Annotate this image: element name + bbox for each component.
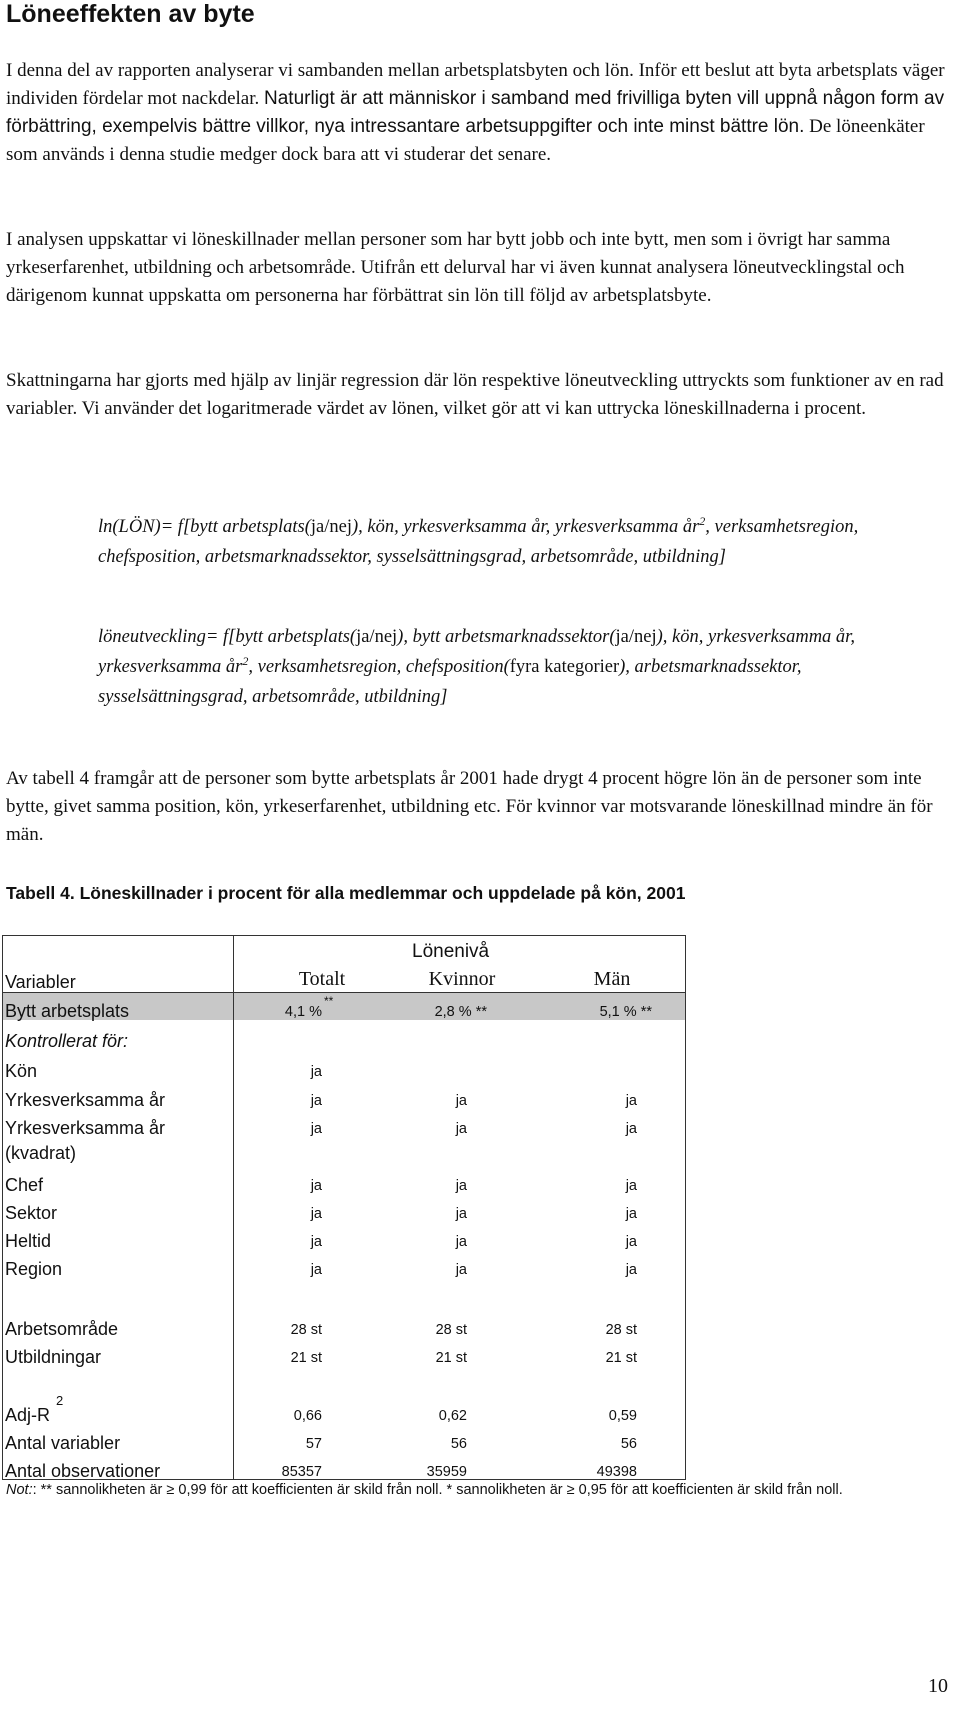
cell-kvinnor: ja [455, 1178, 467, 1194]
bytt-totalt: 4,1 % [284, 1004, 322, 1020]
formula-lu-part: ), kön, yrkesverksamma år, yrkesverksamma år [98, 627, 855, 677]
note-text: 0,99 för att koefficienten är skild från noll. * sannolikheten är [174, 1482, 567, 1498]
cell-totalt: ja [310, 1262, 322, 1278]
formula-lon-part: , verksamhetsregion, chefsposition, arbetsmarknadssektor, sysselsättningsgrad, arbetsområde, utbildning] [98, 517, 859, 567]
page-number: 10 [928, 1675, 948, 1697]
paragraph-regression: Skattningarna har gjorts med hjälp av linjär regression där lön respektive löneutveckling uttryckts som funktioner av en rad variabler. Vi använder det logaritmerade värdet av lönen, vilket gör att vi kan uttrycka löneskillnaderna i procent. [6, 370, 944, 419]
bytt-totalt-significance: ** [324, 994, 334, 1008]
formula-lu-part: fyra kategorier [509, 657, 620, 677]
cell-totalt: 0,66 [293, 1408, 322, 1424]
greater-equal-symbol: ≥ [166, 1482, 175, 1498]
cell-man: 49398 [596, 1464, 637, 1480]
table-header-rule [2, 992, 685, 993]
cell-kvinnor: 0,62 [438, 1408, 467, 1424]
cell-man: ja [625, 1093, 637, 1109]
cell-totalt: ja [310, 1121, 322, 1137]
row-label: Heltid [5, 1231, 52, 1251]
row-label: Sektor [5, 1203, 58, 1223]
formula-lu-part: , verksamhetsregion, chefsposition( [248, 657, 510, 677]
note-prefix: Not: [6, 1482, 33, 1498]
cell-man: ja [625, 1206, 637, 1222]
cell-kvinnor: 56 [450, 1436, 467, 1452]
cell-totalt: 28 st [290, 1322, 322, 1338]
table-note [6, 1480, 952, 1500]
column-header-kvinnor: Kvinnor [428, 968, 496, 990]
cell-man: ja [625, 1178, 637, 1194]
bytt-kvinnor: 2,8 % ** [434, 1004, 487, 1020]
cell-totalt: 21 st [290, 1350, 322, 1366]
note-text: 0,95 för att koefficienten är skild från noll. [574, 1482, 843, 1498]
formula-lu-part: löneutveckling= f[bytt arbetsplats( [98, 627, 357, 647]
row-label-continued: (kvadrat) [5, 1143, 77, 1163]
row-label: Chef [5, 1175, 44, 1195]
row-label: Arbetsområde [5, 1319, 119, 1339]
variables-header: Variabler [5, 972, 76, 992]
column-header-man: Män [593, 968, 631, 990]
cell-kvinnor: ja [455, 1234, 467, 1250]
cell-totalt: ja [310, 1093, 322, 1109]
cell-man: ja [625, 1262, 637, 1278]
formula-lon [98, 512, 928, 572]
formula-loneutveckling [98, 622, 928, 712]
cell-kvinnor: ja [455, 1262, 467, 1278]
note-text: : ** sannolikheten är [32, 1482, 167, 1498]
row-label: Yrkesverksamma år [5, 1118, 166, 1138]
cell-kvinnor: 21 st [435, 1350, 467, 1366]
greater-equal-symbol: ≥ [566, 1482, 575, 1498]
cell-totalt: ja [310, 1178, 322, 1194]
row-label: Region [5, 1259, 63, 1279]
cell-man: ja [625, 1121, 637, 1137]
bytt-man: 5,1 % ** [599, 1004, 652, 1020]
cell-man: 21 st [605, 1350, 637, 1366]
row-label: Kön [5, 1061, 38, 1081]
paragraph-intro-part3: De löneenkäter som används i denna studie medger dock bara att vi studerar det senare. [6, 116, 925, 165]
formula-lu-part: ), bytt arbetsmarknadssektor( [397, 627, 616, 647]
formula-lon-part: ), kön, yrkesverksamma år, yrkesverksamma år [352, 517, 700, 537]
table-border-top [2, 935, 685, 936]
group-header: Lönenivå [412, 941, 490, 962]
cell-totalt: ja [310, 1064, 322, 1080]
formula-lon-part: ja/nej [310, 517, 352, 537]
cell-totalt: 85357 [281, 1464, 322, 1480]
formula-lon-superscript: 2 [699, 513, 706, 528]
cell-man: 0,59 [608, 1408, 637, 1424]
cell-kvinnor: 35959 [426, 1464, 467, 1480]
formula-lon-part: ln(LÖN)= f[bytt arbetsplats( [98, 517, 311, 537]
row-label: Yrkesverksamma år [5, 1090, 166, 1110]
cell-man: ja [625, 1234, 637, 1250]
cell-man: 28 st [605, 1322, 637, 1338]
cell-man: 56 [620, 1436, 637, 1452]
column-header-totalt: Totalt [298, 968, 346, 990]
row-label: Antal observationer [5, 1461, 161, 1481]
kontroll-label: Kontrollerat för: [5, 1031, 129, 1051]
cell-kvinnor: 28 st [435, 1322, 467, 1338]
formula-lu-part: ), arbetsmarknadssektor, sysselsättningsgrad, arbetsområde, utbildning] [98, 657, 802, 707]
results-table: Lönenivå Variabler Totalt Kvinnor Män Bytt arbetsplats 4,1 % ** 2,8 % ** 5,1 % ** Kontrollerat för: Kön ja Yrkesverksamma år ja ja ja Yrkesverksamma år (kvadrat) ja ja ja Chef ja ja ja Sektor ja ja ja Heltid ja ja ja Region ja ja ja Arbetsområde 28 st 28 st 28 st Utbildningar 21 st 21 st 21 st Adj-R 2 0,66 0,62 0,59 Antal variabler 57 56 56 Antal observationer 85357 35959 49398 [2, 935, 685, 1480]
table-caption: Tabell 4. Löneskillnader i procent för alla medlemmar och uppdelade på kön, 2001 [6, 883, 686, 903]
page-heading: Löneeffekten av byte [6, 0, 255, 28]
cell-totalt: ja [310, 1206, 322, 1222]
cell-totalt: 57 [305, 1436, 322, 1452]
row-label-bytt: Bytt arbetsplats [5, 1001, 130, 1021]
table-border-left [2, 935, 3, 1480]
paragraph-intro-part2: Naturligt är att människor i samband med frivilliga byten vill uppnå någon form av förbättring, exempelvis bättre villkor, nya intressantare arbetsuppgifter och inte minst bättre lön. [6, 88, 945, 137]
paragraph-result: Av tabell 4 framgår att de personer som bytte arbetsplats år 2001 hade drygt 4 procent högre lön än de personer som inte bytte, givet samma position, kön, yrkeserfarenhet, utbildning etc. För kvinnor var motsvarande löneskillnad mindre än för män. [6, 768, 933, 845]
cell-totalt: ja [310, 1234, 322, 1250]
paragraph-analysis: I analysen uppskattar vi löneskillnader mellan personer som har bytt jobb och inte bytt, men som i övrigt har samma yrkeserfarenhet, utbildning och arbetsområde. Utifrån ett delurval har vi även kunnat analysera löneutvecklingstal och därigenom kunnat uppskatta om personerna har förbättrat sin lön till följd av arbetsplatsbyte. [6, 229, 905, 306]
formula-lu-superscript: 2 [242, 653, 249, 668]
formula-lu-part: ja/nej [356, 627, 398, 647]
row-label: Antal variabler [5, 1433, 121, 1453]
paragraph-intro [6, 57, 952, 169]
cell-kvinnor: ja [455, 1093, 467, 1109]
row-label: Utbildningar [5, 1347, 102, 1367]
formula-lu-part: ja/nej [615, 627, 657, 647]
cell-kvinnor: ja [455, 1206, 467, 1222]
paragraph-intro-part1: I denna del av rapporten analyserar vi sambanden mellan arbetsplatsbyten och lön. Inför ett beslut att byta arbetsplats väger individen fördelar mot nackdelar. [6, 60, 945, 109]
table-border-right [685, 935, 686, 1480]
cell-kvinnor: ja [455, 1121, 467, 1137]
row-label: Adj-R [5, 1405, 51, 1425]
